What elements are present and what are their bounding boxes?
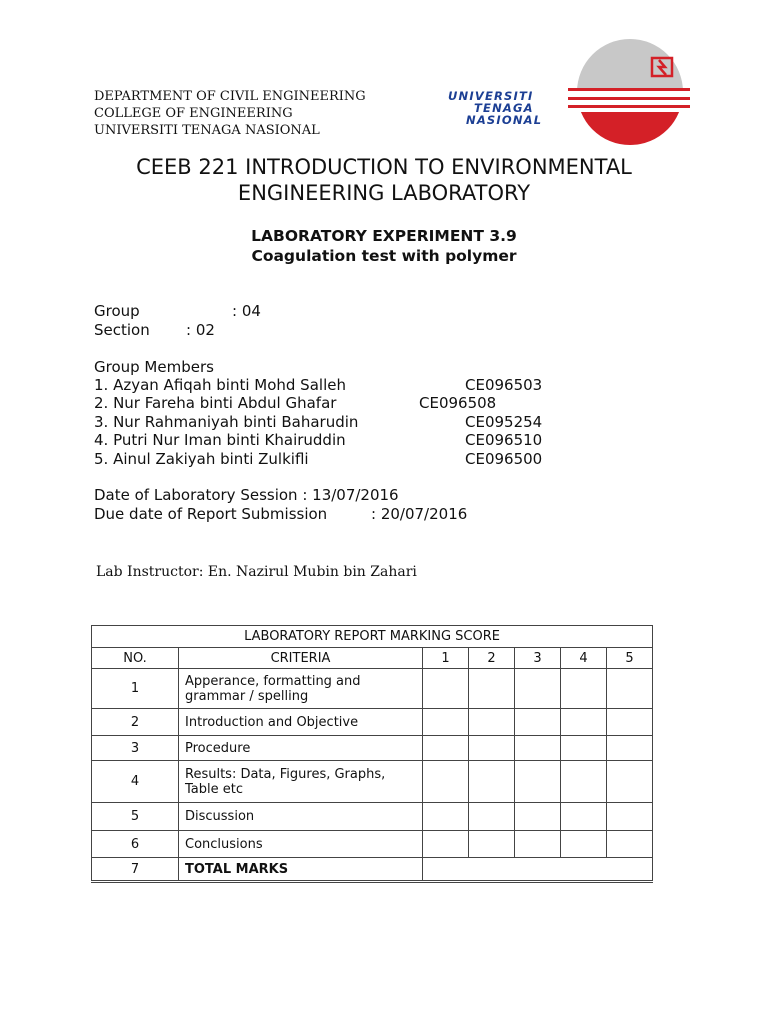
row-criteria: Conclusions [179,831,423,858]
score-cell[interactable] [607,669,653,709]
row-no: 3 [92,736,179,761]
score-cell[interactable] [469,669,515,709]
header-no: NO. [92,648,179,669]
header-score-1: 1 [423,648,469,669]
header-score-4: 4 [561,648,607,669]
due-date-label: Due date of Report Submission [94,505,328,523]
score-cell[interactable] [469,709,515,736]
score-cell[interactable] [561,761,607,803]
group-line [94,302,494,321]
score-cell[interactable] [515,709,561,736]
logo-text-line1: UNIVERSITI [448,89,534,103]
course-title-line1: CEEB 221 INTRODUCTION TO ENVIRONMENTAL [136,155,632,179]
score-cell[interactable] [423,669,469,709]
score-cell[interactable] [423,709,469,736]
score-cell[interactable] [515,761,561,803]
score-cell[interactable] [561,709,607,736]
member-id: CE096500 [465,450,543,468]
session-date: Date of Laboratory Session : 13/07/2016 [94,486,399,504]
member-name: 3. Nur Rahmaniyah binti Baharudin [94,413,359,431]
criteria-line: Results: Data, Figures, Graphs, [185,766,386,782]
row-no: 6 [92,831,179,858]
score-cell[interactable] [607,709,653,736]
header-score-5: 5 [607,648,653,669]
group-value: : 04 [232,302,261,320]
member-row [94,376,564,395]
total-marks-cell[interactable] [423,858,653,882]
member-name: 4. Putri Nur Iman binti Khairuddin [94,431,346,449]
row-criteria [179,669,423,709]
row-no: 1 [92,669,179,709]
score-cell[interactable] [423,803,469,831]
experiment-title [0,226,768,266]
table-header-row [92,648,653,669]
score-cell[interactable] [515,831,561,858]
group-label: Group [94,302,140,320]
row-no: 2 [92,709,179,736]
section-line [94,321,494,340]
marking-score-table [91,625,653,883]
department-header [94,88,366,139]
score-cell[interactable] [469,761,515,803]
score-cell[interactable] [515,736,561,761]
score-cell[interactable] [469,803,515,831]
row-no: 4 [92,761,179,803]
members-heading: Group Members [94,358,214,376]
score-cell[interactable] [423,831,469,858]
score-cell[interactable] [561,669,607,709]
college-name: COLLEGE OF ENGINEERING [94,106,293,121]
score-cell[interactable] [607,831,653,858]
lab-instructor: Lab Instructor: En. Nazirul Mubin bin Zahari [96,564,417,580]
table-row [92,709,653,736]
table-row [92,761,653,803]
header-criteria: CRITERIA [179,648,423,669]
row-criteria: Introduction and Objective [179,709,423,736]
member-id: CE096508 [419,394,497,412]
score-cell[interactable] [561,803,607,831]
score-cell[interactable] [561,831,607,858]
header-score-2: 2 [469,648,515,669]
member-row [94,413,564,432]
member-row [94,394,564,413]
member-id: CE095254 [465,413,543,431]
due-date-line [94,505,514,524]
score-cell[interactable] [515,669,561,709]
row-criteria: Procedure [179,736,423,761]
score-cell[interactable] [561,736,607,761]
score-cell[interactable] [469,831,515,858]
course-title-line2: ENGINEERING LABORATORY [237,181,531,205]
criteria-line: Table etc [185,781,243,797]
member-name: 1. Azyan Afiqah binti Mohd Salleh [94,376,346,394]
member-name: 5. Ainul Zakiyah binti Zulkifli [94,450,309,468]
header-score-3: 3 [515,648,561,669]
university-logo [440,38,690,146]
criteria-line: Apperance, formatting and [185,673,361,689]
due-date-value: : 20/07/2016 [371,505,468,523]
experiment-name: Coagulation test with polymer [251,247,517,265]
member-row [94,431,564,450]
table-row [92,736,653,761]
score-cell[interactable] [607,803,653,831]
score-cell[interactable] [469,736,515,761]
score-cell[interactable] [607,761,653,803]
total-no: 7 [92,858,179,882]
score-cell[interactable] [607,736,653,761]
university-name: UNIVERSITI TENAGA NASIONAL [94,123,320,138]
section-label: Section [94,321,150,339]
total-label: TOTAL MARKS [179,858,423,882]
total-row [92,858,653,882]
department-name: DEPARTMENT OF CIVIL ENGINEERING [94,89,366,104]
table-row [92,669,653,709]
row-criteria [179,761,423,803]
score-cell[interactable] [515,803,561,831]
section-value: : 02 [186,321,215,339]
table-row [92,831,653,858]
member-id: CE096510 [465,431,543,449]
logo-text-line3: NASIONAL [466,113,543,127]
table-title: LABORATORY REPORT MARKING SCORE [92,626,653,648]
table-title-row [92,626,653,648]
table-row [92,803,653,831]
course-title [0,154,768,206]
criteria-line: grammar / spelling [185,688,309,704]
member-row [94,450,564,469]
score-cell[interactable] [423,761,469,803]
score-cell[interactable] [423,736,469,761]
row-criteria: Discussion [179,803,423,831]
experiment-number: LABORATORY EXPERIMENT 3.9 [251,227,517,245]
member-name: 2. Nur Fareha binti Abdul Ghafar [94,394,337,412]
logo-text-line2: TENAGA [474,101,534,115]
member-id: CE096503 [465,376,543,394]
row-no: 5 [92,803,179,831]
